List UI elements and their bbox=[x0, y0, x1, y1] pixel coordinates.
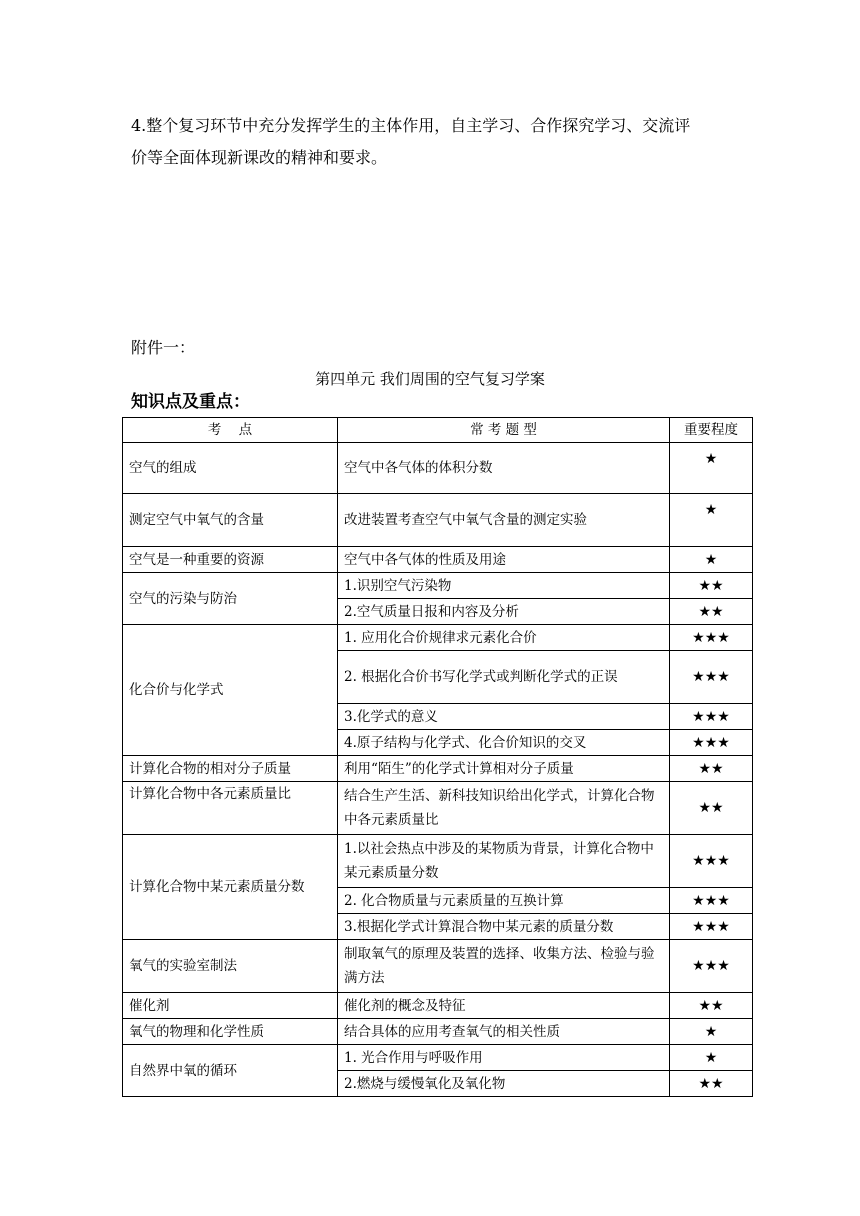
importance-cell: ★★ bbox=[670, 756, 753, 782]
table-row bbox=[123, 1019, 753, 1045]
table-row bbox=[123, 625, 753, 651]
importance-cell: ★★ bbox=[670, 993, 753, 1019]
section-heading: 知识点及重点： bbox=[131, 392, 250, 412]
paragraph-line-2: 价等全面体现新课改的精神和要求。 bbox=[131, 148, 388, 167]
document-title: 第四单元 我们周围的空气复习学案 bbox=[315, 370, 545, 388]
importance-cell: ★★ bbox=[670, 599, 753, 625]
header-question-type: 常 考 题 型 bbox=[338, 418, 670, 443]
importance-cell: ★★ bbox=[670, 1071, 753, 1097]
importance-cell: ★ bbox=[670, 547, 753, 573]
question-cell: 3.化学式的意义 bbox=[338, 704, 670, 730]
importance-cell: ★ bbox=[670, 1019, 753, 1045]
question-cell: 2.燃烧与缓慢氧化及氧化物 bbox=[338, 1071, 670, 1097]
importance-cell: ★★★ bbox=[670, 651, 753, 704]
question-cell: 3.根据化学式计算混合物中某元素的质量分数 bbox=[338, 914, 670, 940]
question-cell: 4.原子结构与化学式、化合价知识的交叉 bbox=[338, 730, 670, 756]
importance-cell: ★★★ bbox=[670, 940, 753, 993]
question-cell: 空气中各气体的体积分数 bbox=[338, 443, 670, 494]
question-cell: 利用“陌生”的化学式计算相对分子质量 bbox=[338, 756, 670, 782]
appendix-label: 附件一： bbox=[131, 338, 196, 357]
question-cell: 结合生产生活、新科技知识给出化学式，计算化合物中各元素质量比 bbox=[338, 782, 670, 835]
importance-cell: ★★★ bbox=[670, 730, 753, 756]
question-cell: 改进装置考查空气中氧气含量的测定实验 bbox=[338, 494, 670, 547]
table-row bbox=[123, 443, 753, 494]
topic-cell: 空气的污染与防治 bbox=[123, 573, 338, 625]
topic-cell: 氧气的物理和化学性质 bbox=[123, 1019, 338, 1045]
topic-cell: 计算化合物的相对分子质量 bbox=[123, 756, 338, 782]
question-cell: 2. 化合物质量与元素质量的互换计算 bbox=[338, 888, 670, 914]
question-cell: 空气中各气体的性质及用途 bbox=[338, 547, 670, 573]
importance-cell: ★★★ bbox=[670, 704, 753, 730]
table-row bbox=[123, 756, 753, 782]
topic-cell: 空气是一种重要的资源 bbox=[123, 547, 338, 573]
topic-cell: 计算化合物中各元素质量比 bbox=[123, 782, 338, 835]
question-cell: 结合具体的应用考查氧气的相关性质 bbox=[338, 1019, 670, 1045]
topic-cell: 化合价与化学式 bbox=[123, 625, 338, 756]
importance-cell: ★★★ bbox=[670, 835, 753, 888]
importance-cell: ★★★ bbox=[670, 625, 753, 651]
intro-paragraph bbox=[131, 110, 751, 174]
table-row bbox=[123, 573, 753, 599]
question-cell: 制取氧气的原理及装置的选择、收集方法、检验与验满方法 bbox=[338, 940, 670, 993]
importance-cell: ★★ bbox=[670, 573, 753, 599]
question-cell: 1.以社会热点中涉及的某物质为背景，计算化合物中某元素质量分数 bbox=[338, 835, 670, 888]
question-cell: 2. 根据化合价书写化学式或判断化学式的正误 bbox=[338, 651, 670, 704]
header-importance: 重要程度 bbox=[670, 418, 753, 443]
importance-cell: ★★ bbox=[670, 782, 753, 835]
knowledge-point-table bbox=[122, 417, 753, 1097]
question-cell: 2.空气质量日报和内容及分析 bbox=[338, 599, 670, 625]
importance-cell: ★★★ bbox=[670, 888, 753, 914]
topic-cell: 计算化合物中某元素质量分数 bbox=[123, 835, 338, 940]
question-cell: 1. 应用化合价规律求元素化合价 bbox=[338, 625, 670, 651]
paragraph-line-1: 4.整个复习环节中充分发挥学生的主体作用，自主学习、合作探究学习、交流评 bbox=[131, 116, 691, 135]
table-row bbox=[123, 835, 753, 888]
question-cell: 1.识别空气污染物 bbox=[338, 573, 670, 599]
topic-cell: 测定空气中氧气的含量 bbox=[123, 494, 338, 547]
header-topic: 考 点 bbox=[123, 418, 338, 443]
question-cell: 催化剂的概念及特征 bbox=[338, 993, 670, 1019]
table-row bbox=[123, 993, 753, 1019]
topic-cell: 自然界中氧的循环 bbox=[123, 1045, 338, 1097]
question-cell: 1. 光合作用与呼吸作用 bbox=[338, 1045, 670, 1071]
table-header-row bbox=[123, 418, 753, 443]
table-row bbox=[123, 494, 753, 547]
table-row bbox=[123, 547, 753, 573]
importance-cell: ★ bbox=[670, 1045, 753, 1071]
topic-cell: 催化剂 bbox=[123, 993, 338, 1019]
table-row bbox=[123, 1045, 753, 1071]
topic-cell: 空气的组成 bbox=[123, 443, 338, 494]
importance-cell: ★ bbox=[670, 443, 753, 494]
table-row bbox=[123, 940, 753, 993]
importance-cell: ★★★ bbox=[670, 914, 753, 940]
table-row bbox=[123, 782, 753, 835]
topic-cell: 氧气的实验室制法 bbox=[123, 940, 338, 993]
importance-cell: ★ bbox=[670, 494, 753, 547]
